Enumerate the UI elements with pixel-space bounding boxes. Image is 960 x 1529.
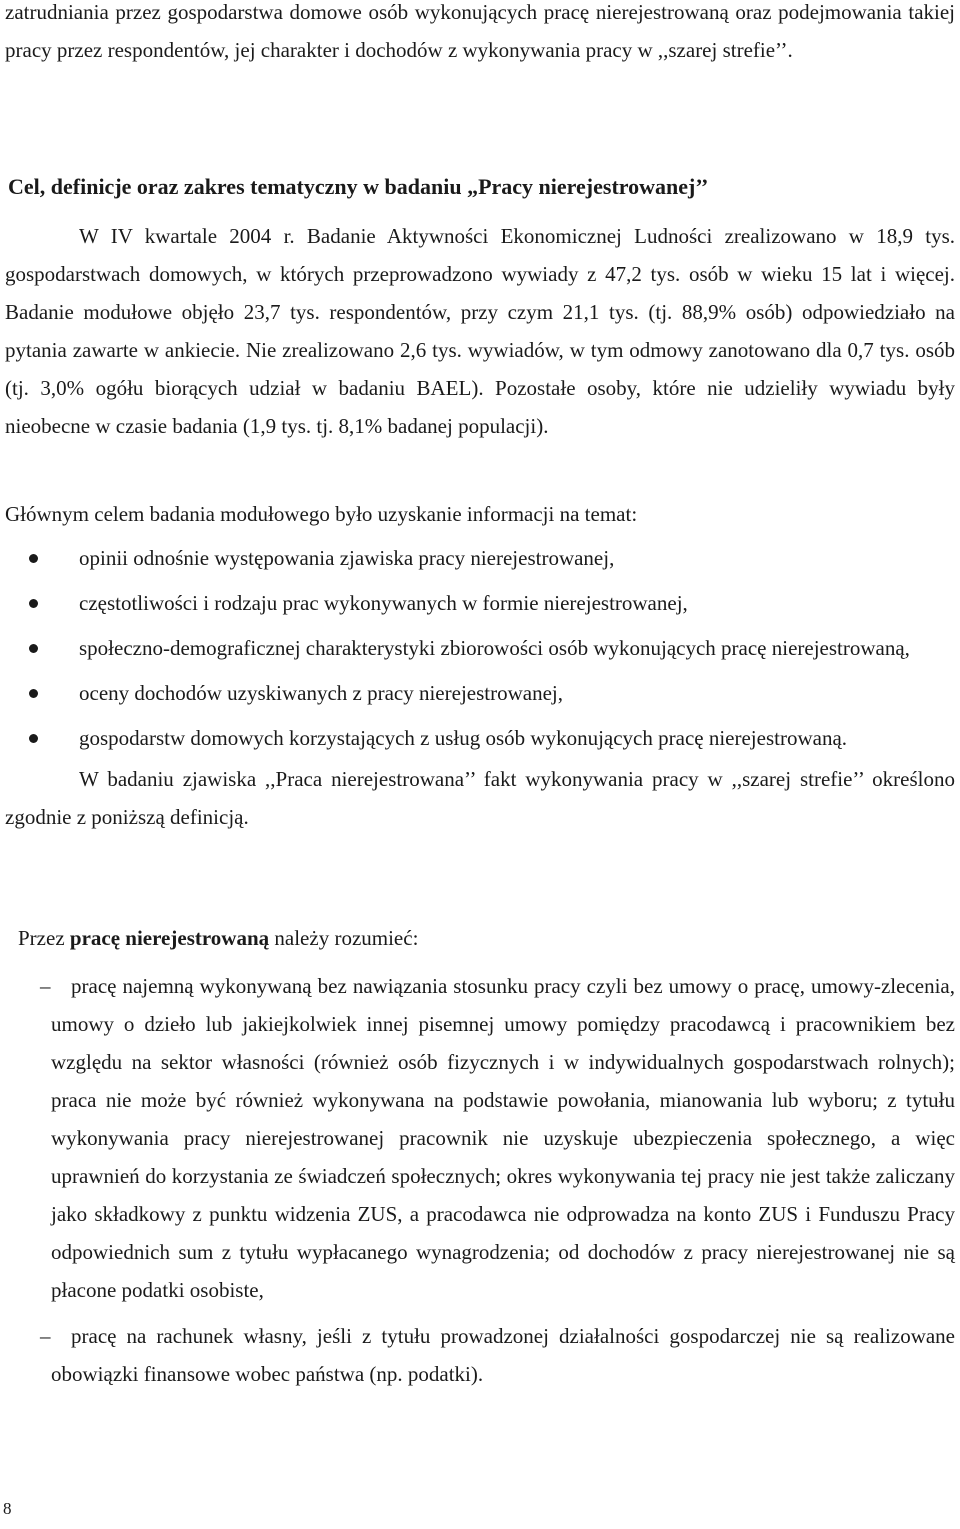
definition-intro: Przez pracę nierejestrowaną należy rozumieć: xyxy=(18,926,419,950)
goals-list-item: opinii odnośnie występowania zjawiska pracy nierejestrowanej, xyxy=(5,539,955,577)
goals-list-item: częstotliwości i rodzaju prac wykonywanych w formie nierejestrowanej, xyxy=(5,584,955,622)
bullet-icon xyxy=(29,689,38,698)
dash-icon: – xyxy=(40,974,51,998)
section-heading: Cel, definicje oraz zakres tematyczny w badaniu „Pracy nierejestrowanej’’ xyxy=(8,174,709,199)
definition-lead-paragraph: W badaniu zjawiska ,,Praca nierejestrowana’’ fakt wykonywania pracy w ,,szarej strefie’’ określono zgodnie z poniższą definicją. xyxy=(5,767,955,829)
goals-list-item: społeczno-demograficznej charakterystyki zbiorowości osób wykonujących pracę nierejestrowaną, xyxy=(5,629,955,667)
goals-list xyxy=(5,539,955,757)
intro-text: zatrudniania przez gospodarstwa domowe osób wykonujących pracę nierejestrowaną oraz podejmowania takiej pracy przez respondentów, jej charakter i dochodów z wykonywania pracy w ,,szarej strefie’’. xyxy=(5,0,955,62)
definition-item: – pracę na rachunek własny, jeśli z tytułu prowadzonej działalności gospodarczej nie są realizowane obowiązki finansowe wobec państwa (np. podatki). xyxy=(5,1317,955,1393)
bullet-icon xyxy=(29,599,38,608)
survey-paragraph xyxy=(5,217,955,445)
bullet-icon xyxy=(29,734,38,743)
definition-item: – pracę najemną wykonywaną bez nawiązania stosunku pracy czyli bez umowy o pracę, umowy-zlecenia, umowy o dzieło lub jakiejkolwiek innej pisemnej umowy pomiędzy pracodawcą i pracownikiem bez względu na sektor własności (również osób fizycznych i w indywidualnych gospodarstwach rolnych); praca nie może być również wykonywana na podstawie powołania, mianowania lub wyboru; z tytułu wykonywania pracy nierejestrowanej pracownik nie uzyskuje ubezpieczenia społecznego, a więc uprawnień do korzystania ze świadczeń społecznych; okres wykonywania tej pracy nie jest także zaliczany jako składkowy z punktu widzenia ZUS, a pracodawca nie odprowadza na konto ZUS i Funduszu Pracy odpowiednich sum z tytułu wypłacanego wynagrodzenia; od dochodów z pracy nierejestrowanej nie są płacone podatki osobiste, xyxy=(5,967,955,1309)
survey-text: W IV kwartale 2004 r. Badanie Aktywności Ekonomicznej Ludności zrealizowano w 18,9 tys. gospodarstwach domowych, w których przeprowadzono wywiady z 47,2 tys. osób w wieku 15 lat i więcej. Badanie modułowe objęło 23,7 tys. respondentów, przy czym 21,1 tys. (tj. 88,9% osób) odpowiedziało na pytania zawarte w ankiecie. Nie zrealizowano 2,6 tys. wywiadów, w tym odmowy zanotowano dla 0,7 tys. osób (tj. 3,0% ogółu biorących udział w badaniu BAEL). Pozostałe osoby, które nie udzieliły wywiadu były nieobecne w czasie badania (1,9 tys. tj. 8,1% badanej populacji). xyxy=(5,224,955,438)
intro-paragraph xyxy=(5,0,955,69)
goals-section xyxy=(5,495,955,836)
bullet-icon xyxy=(29,644,38,653)
goals-list-item: oceny dochodów uzyskiwanych z pracy nierejestrowanej, xyxy=(5,674,955,712)
dash-icon: – xyxy=(40,1324,51,1348)
goals-list-item: gospodarstw domowych korzystających z usług osób wykonujących pracę nierejestrowaną. xyxy=(5,719,955,757)
bullet-icon xyxy=(29,554,38,563)
definition-list xyxy=(5,967,955,1393)
definition-term: pracę nierejestrowaną xyxy=(69,926,270,950)
page-number: 8 xyxy=(3,1499,12,1518)
goals-intro: Głównym celem badania modułowego było uzyskanie informacji na temat: xyxy=(5,502,638,526)
